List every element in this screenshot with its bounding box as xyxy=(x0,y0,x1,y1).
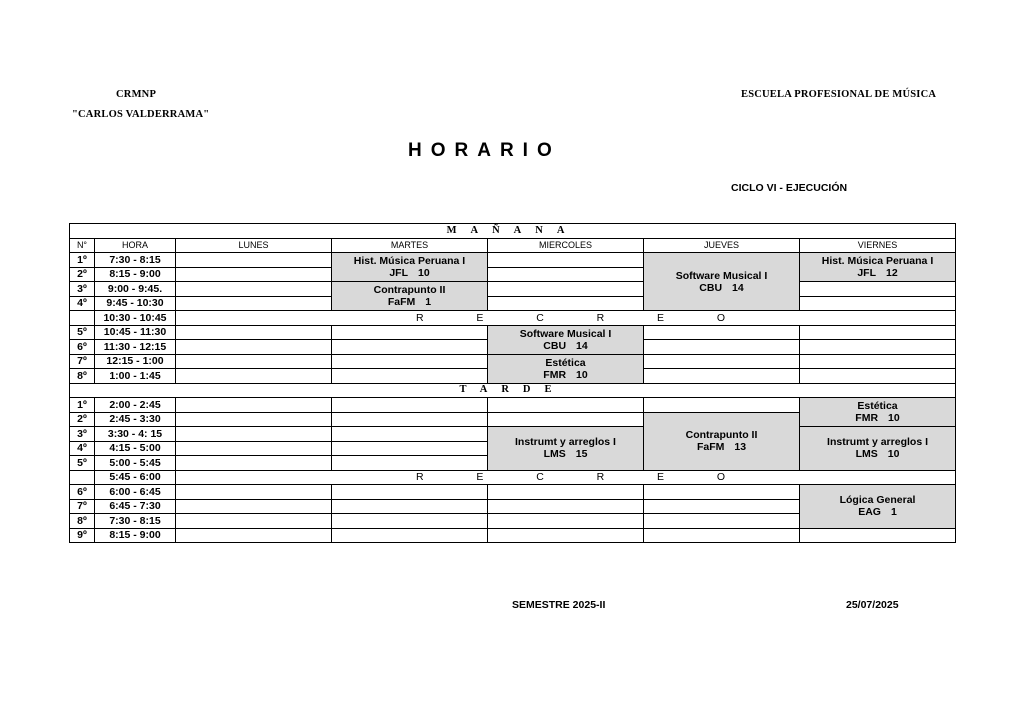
morning-band: MAÑANA xyxy=(70,224,956,239)
empty-cell xyxy=(176,253,332,268)
period-number: 7º xyxy=(70,499,95,514)
column-header: N° xyxy=(70,238,95,253)
period-number: 2º xyxy=(70,412,95,427)
empty-cell xyxy=(644,514,800,529)
empty-cell xyxy=(176,282,332,297)
course-cell xyxy=(644,412,800,470)
period-number: 8º xyxy=(70,514,95,529)
cycle-label: CICLO VI - EJECUCIÓN xyxy=(731,182,848,194)
course-teacher-code: EAG xyxy=(858,506,881,519)
recreo-letter: E xyxy=(657,311,665,324)
empty-cell xyxy=(488,253,644,268)
course-name: Estética xyxy=(857,400,898,412)
empty-cell xyxy=(332,485,488,500)
period-time: 6:45 - 7:30 xyxy=(95,499,176,514)
recreo-letter: E xyxy=(657,471,665,484)
empty-cell xyxy=(644,354,800,369)
period-time: 7:30 - 8:15 xyxy=(95,514,176,529)
empty-cell xyxy=(644,340,800,355)
course-cell xyxy=(488,354,644,383)
empty-cell xyxy=(176,340,332,355)
empty-cell xyxy=(644,499,800,514)
empty-cell xyxy=(800,282,956,297)
course-teacher-code: CBU xyxy=(543,339,567,352)
schedule-row xyxy=(70,528,956,543)
course-teacher-code: FaFM xyxy=(696,441,725,453)
empty-cell xyxy=(488,499,644,514)
period-time: 9:00 - 9:45. xyxy=(95,282,176,297)
empty-cell xyxy=(332,340,488,355)
period-time: 8:15 - 9:00 xyxy=(95,528,176,543)
page-title: HORARIO xyxy=(408,140,561,161)
column-header: JUEVES xyxy=(644,238,800,253)
empty-cell xyxy=(332,412,488,427)
recreo-letter: R xyxy=(416,471,424,484)
course-name: Hist. Música Peruana I xyxy=(353,255,466,267)
afternoon-band: TARDE xyxy=(70,383,956,398)
schedule-row xyxy=(70,398,956,413)
empty-cell xyxy=(800,296,956,311)
column-header: VIERNES xyxy=(800,238,956,253)
date-label: 25/07/2025 xyxy=(846,599,899,611)
recreo-letter: C xyxy=(536,471,544,484)
recreo-letter: O xyxy=(716,311,726,324)
empty-cell xyxy=(332,514,488,529)
course-number: 13 xyxy=(734,441,747,453)
period-time: 5:45 - 6:00 xyxy=(95,470,176,485)
course-number: 1 xyxy=(890,506,897,519)
course-teacher-code: JFL xyxy=(389,267,408,279)
schedule-row xyxy=(70,253,956,268)
period-time: 12:15 - 1:00 xyxy=(95,354,176,369)
empty-cell xyxy=(644,485,800,500)
period-time: 10:45 - 11:30 xyxy=(95,325,176,340)
empty-cell xyxy=(488,267,644,282)
course-teacher-code: LMS xyxy=(543,448,566,461)
period-number: 5º xyxy=(70,325,95,340)
recreo-letter: C xyxy=(536,311,544,324)
empty-cell xyxy=(800,354,956,369)
period-number xyxy=(70,470,95,485)
course-name: Software Musical I xyxy=(519,327,612,340)
empty-cell xyxy=(800,340,956,355)
period-time: 5:00 - 5:45 xyxy=(95,456,176,471)
schedule-table xyxy=(69,223,956,543)
schedule-row xyxy=(70,296,956,311)
period-number: 5º xyxy=(70,456,95,471)
empty-cell xyxy=(488,485,644,500)
empty-cell xyxy=(332,456,488,471)
recreo-band xyxy=(176,470,956,485)
course-number: 10 xyxy=(417,267,430,279)
column-header: HORA xyxy=(95,238,176,253)
empty-cell xyxy=(176,398,332,413)
empty-cell xyxy=(176,441,332,456)
course-number: 1 xyxy=(425,296,432,308)
period-number: 4º xyxy=(70,441,95,456)
course-number: 14 xyxy=(576,339,588,352)
empty-cell xyxy=(644,528,800,543)
course-name: Contrapunto II xyxy=(685,429,758,441)
period-number: 4º xyxy=(70,296,95,311)
schedule-row xyxy=(70,470,956,485)
recreo-letter: R xyxy=(596,311,605,324)
course-name: Instrumt y arreglos I xyxy=(827,436,928,449)
period-time: 11:30 - 12:15 xyxy=(95,340,176,355)
course-name: Estética xyxy=(545,356,586,369)
period-time: 8:15 - 9:00 xyxy=(95,267,176,282)
course-name: Lógica General xyxy=(839,494,916,507)
course-teacher-code: FaFM xyxy=(387,296,416,308)
course-cell xyxy=(488,427,644,471)
period-number: 3º xyxy=(70,427,95,442)
empty-cell xyxy=(176,514,332,529)
course-cell xyxy=(332,253,488,282)
course-number: 12 xyxy=(886,267,898,279)
period-number: 1º xyxy=(70,253,95,268)
column-header-row xyxy=(70,238,956,253)
empty-cell xyxy=(488,514,644,529)
course-teacher-code: LMS xyxy=(855,448,878,461)
course-teacher-code: CBU xyxy=(699,281,723,294)
course-cell xyxy=(800,427,956,471)
empty-cell xyxy=(332,441,488,456)
course-name: Contrapunto II xyxy=(373,284,446,296)
empty-cell xyxy=(332,398,488,413)
period-number: 3º xyxy=(70,282,95,297)
empty-cell xyxy=(332,528,488,543)
course-number: 10 xyxy=(576,368,588,381)
recreo-band xyxy=(176,311,956,326)
empty-cell xyxy=(488,282,644,297)
institution-name: "CARLOS VALDERRAMA" xyxy=(72,109,210,120)
empty-cell xyxy=(176,456,332,471)
empty-cell xyxy=(176,296,332,311)
empty-cell xyxy=(176,325,332,340)
course-teacher-code: FMR xyxy=(543,368,567,381)
course-name: Software Musical I xyxy=(675,269,768,282)
empty-cell xyxy=(488,398,644,413)
course-cell xyxy=(488,325,644,354)
school-name: ESCUELA PROFESIONAL DE MÚSICA xyxy=(741,89,937,100)
period-time: 7:30 - 8:15 xyxy=(95,253,176,268)
period-time: 3:30 - 4: 15 xyxy=(95,427,176,442)
empty-cell xyxy=(176,427,332,442)
period-number: 8º xyxy=(70,369,95,384)
period-number: 6º xyxy=(70,340,95,355)
schedule-row xyxy=(70,485,956,500)
recreo-letter: E xyxy=(476,471,484,484)
schedule-row xyxy=(70,325,956,340)
recreo-letter: R xyxy=(416,311,424,324)
empty-cell xyxy=(800,528,956,543)
empty-cell xyxy=(176,485,332,500)
empty-cell xyxy=(644,369,800,384)
empty-cell xyxy=(644,325,800,340)
empty-cell xyxy=(644,398,800,413)
course-cell xyxy=(800,253,956,282)
empty-cell xyxy=(488,528,644,543)
course-teacher-code: FMR xyxy=(855,412,879,424)
recreo-letter: R xyxy=(596,471,605,484)
course-cell xyxy=(644,253,800,311)
schedule-row xyxy=(70,282,956,297)
empty-cell xyxy=(332,369,488,384)
schedule-row xyxy=(70,311,956,326)
course-number: 15 xyxy=(575,448,588,461)
period-time: 2:45 - 3:30 xyxy=(95,412,176,427)
column-header: MARTES xyxy=(332,238,488,253)
period-number xyxy=(70,311,95,326)
empty-cell xyxy=(488,296,644,311)
empty-cell xyxy=(176,267,332,282)
empty-cell xyxy=(332,325,488,340)
column-header: MIERCOLES xyxy=(488,238,644,253)
empty-cell xyxy=(488,412,644,427)
period-time: 2:00 - 2:45 xyxy=(95,398,176,413)
recreo-letter: E xyxy=(476,311,484,324)
schedule-row xyxy=(70,427,956,442)
empty-cell xyxy=(176,369,332,384)
course-cell xyxy=(800,398,956,427)
course-name: Hist. Música Peruana I xyxy=(821,255,934,267)
empty-cell xyxy=(800,369,956,384)
period-time: 10:30 - 10:45 xyxy=(95,311,176,326)
period-number: 6º xyxy=(70,485,95,500)
empty-cell xyxy=(176,354,332,369)
course-name: Instrumt y arreglos I xyxy=(515,436,616,449)
course-cell xyxy=(332,282,488,311)
course-cell xyxy=(800,485,956,529)
course-number: 10 xyxy=(888,412,900,424)
institution-abbr: CRMNP xyxy=(116,89,157,100)
period-number: 9º xyxy=(70,528,95,543)
empty-cell xyxy=(176,528,332,543)
course-number: 14 xyxy=(732,281,744,294)
empty-cell xyxy=(176,499,332,514)
period-number: 7º xyxy=(70,354,95,369)
empty-cell xyxy=(332,354,488,369)
empty-cell xyxy=(332,427,488,442)
period-time: 9:45 - 10:30 xyxy=(95,296,176,311)
column-header: LUNES xyxy=(176,238,332,253)
empty-cell xyxy=(332,499,488,514)
period-time: 4:15 - 5:00 xyxy=(95,441,176,456)
empty-cell xyxy=(176,412,332,427)
period-time: 6:00 - 6:45 xyxy=(95,485,176,500)
course-number: 10 xyxy=(887,448,900,461)
semester-label: SEMESTRE 2025-II xyxy=(512,599,606,611)
period-number: 1º xyxy=(70,398,95,413)
recreo-letter: O xyxy=(716,471,726,484)
period-time: 1:00 - 1:45 xyxy=(95,369,176,384)
period-number: 2º xyxy=(70,267,95,282)
schedule-row xyxy=(70,354,956,369)
empty-cell xyxy=(800,325,956,340)
course-teacher-code: JFL xyxy=(857,267,877,279)
